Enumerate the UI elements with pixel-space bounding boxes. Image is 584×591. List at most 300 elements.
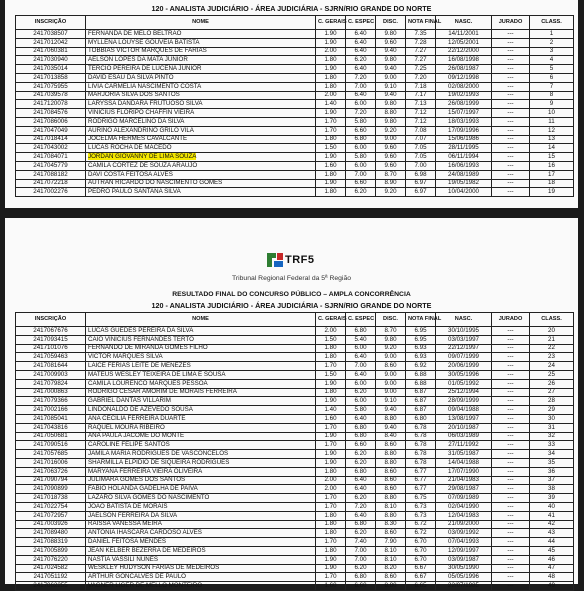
class-cell: 25 bbox=[530, 370, 574, 379]
nome-cell: LIVIA CARMELIA NASCIMENTO COSTA bbox=[86, 82, 316, 91]
table-row bbox=[16, 546, 574, 555]
disc-cell: 8.80 bbox=[376, 511, 406, 520]
nome-cell: LINDONALDO DE AZEVEDO SOUSA bbox=[86, 406, 316, 415]
nota-final-cell: 7.20 bbox=[406, 73, 436, 82]
class-cell: 34 bbox=[530, 450, 574, 459]
c-gerais-cell: 1.80 bbox=[316, 188, 346, 197]
disc-cell: 9.40 bbox=[376, 423, 406, 432]
table-row bbox=[16, 467, 574, 476]
c-espec-cell: 7.00 bbox=[346, 82, 376, 91]
disc-cell: 9.40 bbox=[376, 65, 406, 74]
nome-cell: JAELSON FERREIRA DA SILVA bbox=[86, 511, 316, 520]
inscricao-cell: 2417081644 bbox=[16, 362, 86, 371]
table-row bbox=[16, 564, 574, 573]
table-row bbox=[16, 555, 574, 564]
c-espec-cell: 6.00 bbox=[346, 344, 376, 353]
c-espec-cell: 6.40 bbox=[346, 370, 376, 379]
table-row bbox=[16, 450, 574, 459]
nome-cell: ARTHUR GONCALVES DE PAULO bbox=[86, 573, 316, 582]
class-cell: 46 bbox=[530, 555, 574, 564]
c-espec-cell: 6.40 bbox=[346, 476, 376, 485]
disc-cell: 9.00 bbox=[376, 73, 406, 82]
class-cell: 28 bbox=[530, 397, 574, 406]
table-row bbox=[16, 100, 574, 109]
nome-cell: VAGNER LIGER DE MELLO MONTEIRO bbox=[86, 582, 316, 591]
jurado-cell: --- bbox=[492, 432, 530, 441]
disc-cell: 8.10 bbox=[376, 555, 406, 564]
nome-cell: SHARMILLA ELPIDIO DE SIQUEIRA RODRIGUES bbox=[86, 458, 316, 467]
table-row bbox=[16, 485, 574, 494]
jurado-cell: --- bbox=[492, 476, 530, 485]
disc-cell: 9.80 bbox=[376, 117, 406, 126]
disc-cell: 8.80 bbox=[376, 458, 406, 467]
inscricao-cell: 2417120078 bbox=[16, 100, 86, 109]
results-table bbox=[15, 15, 574, 197]
header-disc: DISC. bbox=[376, 16, 406, 30]
class-cell: 19 bbox=[530, 188, 574, 197]
inscricao-cell: 2417084071 bbox=[16, 153, 86, 162]
nota-final-cell: 7.12 bbox=[406, 109, 436, 118]
nome-cell: FABIO HOLANDA GADELHA DE PAIVA bbox=[86, 485, 316, 494]
c-espec-cell: 7.00 bbox=[346, 362, 376, 371]
nome-cell: MYLLENA LOUYSE GOUVEIA BATISTA bbox=[86, 38, 316, 47]
nota-final-cell: 6.93 bbox=[406, 353, 436, 362]
class-cell: 12 bbox=[530, 126, 574, 135]
inscricao-cell: 2417022754 bbox=[16, 502, 86, 511]
c-gerais-cell: 2.00 bbox=[316, 47, 346, 56]
c-espec-cell: 6.40 bbox=[346, 91, 376, 100]
c-gerais-cell: 1.70 bbox=[316, 494, 346, 503]
nome-cell: DAVI COSTA FEITOSA ALVES bbox=[86, 170, 316, 179]
class-cell: 2 bbox=[530, 38, 574, 47]
c-espec-cell: 6.40 bbox=[346, 511, 376, 520]
disc-cell: 9.10 bbox=[376, 82, 406, 91]
jurado-cell: --- bbox=[492, 82, 530, 91]
nasc-cell: 09/12/1998 bbox=[436, 73, 492, 82]
class-cell: 43 bbox=[530, 529, 574, 538]
c-espec-cell: 6.40 bbox=[346, 414, 376, 423]
nome-cell: JORDAN GIOVANNY DE LIMA SOUZA bbox=[86, 153, 316, 162]
nome-cell: CAMILA LOURENCO MARQUES PESSOA bbox=[86, 379, 316, 388]
jurado-cell: --- bbox=[492, 161, 530, 170]
c-gerais-cell: 1.80 bbox=[316, 344, 346, 353]
nasc-cell: 25/12/1994 bbox=[436, 388, 492, 397]
nasc-cell: 09/04/1988 bbox=[436, 406, 492, 415]
header-class: CLASS. bbox=[530, 313, 574, 327]
nota-final-cell: 7.05 bbox=[406, 153, 436, 162]
c-gerais-cell: 1.80 bbox=[316, 529, 346, 538]
c-espec-cell: 7.00 bbox=[346, 170, 376, 179]
nome-cell: DANIEL FEITOSA MENDES bbox=[86, 538, 316, 547]
c-espec-cell: 6.40 bbox=[346, 353, 376, 362]
c-espec-cell: 7.20 bbox=[346, 502, 376, 511]
c-gerais-cell: 2.00 bbox=[316, 476, 346, 485]
table-row bbox=[16, 344, 574, 353]
jurado-cell: --- bbox=[492, 467, 530, 476]
nome-cell: LUCAS GUEDES PEREIRA DA SILVA bbox=[86, 327, 316, 336]
class-cell: 1 bbox=[530, 30, 574, 39]
disc-cell: 9.80 bbox=[376, 30, 406, 39]
inscricao-cell: 2417088319 bbox=[16, 538, 86, 547]
disc-cell: 8.60 bbox=[376, 362, 406, 371]
disc-cell: 8.30 bbox=[376, 520, 406, 529]
jurado-cell: --- bbox=[492, 388, 530, 397]
jurado-cell: --- bbox=[492, 529, 530, 538]
class-cell: 14 bbox=[530, 144, 574, 153]
jurado-cell: --- bbox=[492, 327, 530, 336]
header-disc: DISC. bbox=[376, 313, 406, 327]
disc-cell: 8.60 bbox=[376, 441, 406, 450]
table-row bbox=[16, 441, 574, 450]
nasc-cell: 29/08/1987 bbox=[436, 485, 492, 494]
disc-cell: 9.00 bbox=[376, 388, 406, 397]
nota-final-cell: 7.00 bbox=[406, 161, 436, 170]
table-row bbox=[16, 65, 574, 74]
nome-cell: FERNANDO DE MIRANDA GOMES FILHO bbox=[86, 344, 316, 353]
c-espec-cell: 6.60 bbox=[346, 582, 376, 591]
jurado-cell: --- bbox=[492, 144, 530, 153]
section-title: 120 - ANALISTA JUDICIÁRIO - ÁREA JUDICIÁRIA - SJRN/RIO GRANDE DO NORTE bbox=[151, 301, 432, 310]
nota-final-cell: 7.17 bbox=[406, 91, 436, 100]
class-cell: 47 bbox=[530, 564, 574, 573]
inscricao-cell: 2417060381 bbox=[16, 47, 86, 56]
nota-final-cell: 6.88 bbox=[406, 370, 436, 379]
class-cell: 39 bbox=[530, 494, 574, 503]
inscricao-cell: 2417016006 bbox=[16, 458, 86, 467]
results-table-body bbox=[16, 327, 574, 591]
header-nome: NOME bbox=[86, 16, 316, 30]
nota-final-cell: 6.98 bbox=[406, 170, 436, 179]
class-cell: 22 bbox=[530, 344, 574, 353]
jurado-cell: --- bbox=[492, 100, 530, 109]
table-row bbox=[16, 144, 574, 153]
c-gerais-cell: 2.00 bbox=[316, 485, 346, 494]
class-cell: 40 bbox=[530, 502, 574, 511]
c-gerais-cell: 1.80 bbox=[316, 82, 346, 91]
header-nota-final: NOTA FINAL bbox=[406, 16, 436, 30]
c-gerais-cell: 1.90 bbox=[316, 109, 346, 118]
class-cell: 30 bbox=[530, 414, 574, 423]
nota-final-cell: 6.78 bbox=[406, 458, 436, 467]
table-row bbox=[16, 432, 574, 441]
c-gerais-cell: 1.70 bbox=[316, 573, 346, 582]
nota-final-cell: 7.08 bbox=[406, 126, 436, 135]
table-row bbox=[16, 529, 574, 538]
jurado-cell: --- bbox=[492, 362, 530, 371]
nasc-cell: 03/09/1992 bbox=[436, 529, 492, 538]
table-header-row bbox=[16, 16, 574, 30]
c-gerais-cell: 2.00 bbox=[316, 91, 346, 100]
c-gerais-cell: 1.70 bbox=[316, 126, 346, 135]
inscricao-cell: 2417009903 bbox=[16, 370, 86, 379]
c-gerais-cell: 1.90 bbox=[316, 564, 346, 573]
class-cell: 3 bbox=[530, 47, 574, 56]
nasc-cell: 09/07/1999 bbox=[436, 353, 492, 362]
jurado-cell: --- bbox=[492, 335, 530, 344]
disc-cell: 8.20 bbox=[376, 564, 406, 573]
jurado-cell: --- bbox=[492, 117, 530, 126]
inscricao-cell: 2417018414 bbox=[16, 135, 86, 144]
disc-cell: 9.40 bbox=[376, 91, 406, 100]
nome-cell: CAROLINE FELIPE SANTOS bbox=[86, 441, 316, 450]
jurado-cell: --- bbox=[492, 126, 530, 135]
c-gerais-cell: 1.80 bbox=[316, 388, 346, 397]
nasc-cell: 07/04/1993 bbox=[436, 538, 492, 547]
inscricao-cell: 2417024582 bbox=[16, 564, 86, 573]
class-cell: 6 bbox=[530, 73, 574, 82]
class-cell: 13 bbox=[530, 135, 574, 144]
jurado-cell: --- bbox=[492, 546, 530, 555]
inscricao-cell: 2417043816 bbox=[16, 423, 86, 432]
nome-cell: VICTOR MARQUES SILVA bbox=[86, 353, 316, 362]
header-class: CLASS. bbox=[530, 16, 574, 30]
jurado-cell: --- bbox=[492, 406, 530, 415]
jurado-cell: --- bbox=[492, 450, 530, 459]
nasc-cell: 12/04/1983 bbox=[436, 511, 492, 520]
table-row bbox=[16, 538, 574, 547]
jurado-cell: --- bbox=[492, 344, 530, 353]
c-gerais-cell: 1.90 bbox=[316, 179, 346, 188]
jurado-cell: --- bbox=[492, 379, 530, 388]
c-gerais-cell: 1.80 bbox=[316, 546, 346, 555]
inscricao-cell: 2417072218 bbox=[16, 179, 86, 188]
disc-cell: 9.00 bbox=[376, 370, 406, 379]
inscricao-cell: 2417089480 bbox=[16, 529, 86, 538]
c-gerais-cell: 1.90 bbox=[316, 65, 346, 74]
jurado-cell: --- bbox=[492, 38, 530, 47]
c-gerais-cell: 1.60 bbox=[316, 161, 346, 170]
disc-cell: 8.90 bbox=[376, 179, 406, 188]
nota-final-cell: 7.35 bbox=[406, 30, 436, 39]
nasc-cell: 05/05/1996 bbox=[436, 573, 492, 582]
header-jurado: JURADO bbox=[492, 313, 530, 327]
nome-cell: LUCAS ROCHA DE MACEDO bbox=[86, 144, 316, 153]
inscricao-cell: 2417072957 bbox=[16, 511, 86, 520]
c-espec-cell: 7.20 bbox=[346, 109, 376, 118]
c-espec-cell: 7.00 bbox=[346, 546, 376, 555]
table-row bbox=[16, 47, 574, 56]
nasc-cell: 26/08/1987 bbox=[436, 65, 492, 74]
nome-cell: RAQUEL MOURA RIBEIRO bbox=[86, 423, 316, 432]
disc-cell: 8.80 bbox=[376, 582, 406, 591]
jurado-cell: --- bbox=[492, 353, 530, 362]
c-espec-cell: 6.20 bbox=[346, 56, 376, 65]
nota-final-cell: 6.78 bbox=[406, 423, 436, 432]
jurado-cell: --- bbox=[492, 564, 530, 573]
jurado-cell: --- bbox=[492, 188, 530, 197]
table-row bbox=[16, 327, 574, 336]
disc-cell: 9.40 bbox=[376, 406, 406, 415]
header-nasc: NASC. bbox=[436, 313, 492, 327]
nasc-cell: 12/09/1997 bbox=[436, 546, 492, 555]
nota-final-cell: 6.77 bbox=[406, 467, 436, 476]
jurado-cell: --- bbox=[492, 494, 530, 503]
c-espec-cell: 6.20 bbox=[346, 529, 376, 538]
c-gerais-cell: 1.80 bbox=[316, 511, 346, 520]
jurado-cell: --- bbox=[492, 555, 530, 564]
jurado-cell: --- bbox=[492, 170, 530, 179]
c-espec-cell: 6.60 bbox=[346, 441, 376, 450]
nota-final-cell: 7.18 bbox=[406, 82, 436, 91]
c-espec-cell: 6.00 bbox=[346, 100, 376, 109]
class-cell: 7 bbox=[530, 82, 574, 91]
c-espec-cell: 7.00 bbox=[346, 555, 376, 564]
inscricao-cell: 2417035014 bbox=[16, 65, 86, 74]
class-cell: 4 bbox=[530, 56, 574, 65]
c-espec-cell: 6.80 bbox=[346, 432, 376, 441]
nome-cell: LAZARO SILVA GOMES DO NASCIMENTO bbox=[86, 494, 316, 503]
inscricao-cell: 2417067676 bbox=[16, 327, 86, 336]
nasc-cell: 15/07/1997 bbox=[436, 109, 492, 118]
nota-final-cell: 6.87 bbox=[406, 397, 436, 406]
nasc-cell: 28/09/1999 bbox=[436, 397, 492, 406]
disc-cell: 8.80 bbox=[376, 494, 406, 503]
nome-cell: RODRIGO MARCELINO DA SILVA bbox=[86, 117, 316, 126]
table-row bbox=[16, 170, 574, 179]
nasc-cell: 02/08/2000 bbox=[436, 82, 492, 91]
results-table bbox=[15, 312, 574, 591]
nota-final-cell: 7.13 bbox=[406, 100, 436, 109]
nota-final-cell: 6.97 bbox=[406, 179, 436, 188]
c-gerais-cell: 2.00 bbox=[316, 327, 346, 336]
c-gerais-cell: 1.60 bbox=[316, 414, 346, 423]
disc-cell: 7.90 bbox=[376, 538, 406, 547]
result-title: RESULTADO FINAL DO CONCURSO PÚBLICO – AMPLA CONCORRÊNCIA bbox=[172, 291, 411, 298]
nasc-cell: 10/04/2000 bbox=[436, 188, 492, 197]
nota-final-cell: 6.87 bbox=[406, 406, 436, 415]
inscricao-cell: 2417062255 bbox=[16, 582, 86, 591]
jurado-cell: --- bbox=[492, 538, 530, 547]
inscricao-cell: 2417038507 bbox=[16, 30, 86, 39]
class-cell: 37 bbox=[530, 476, 574, 485]
nasc-cell: 30/10/1995 bbox=[436, 327, 492, 336]
nota-final-cell: 7.27 bbox=[406, 47, 436, 56]
nasc-cell: 31/05/1987 bbox=[436, 450, 492, 459]
disc-cell: 8.80 bbox=[376, 109, 406, 118]
table-row bbox=[16, 73, 574, 82]
nota-final-cell: 6.67 bbox=[406, 564, 436, 573]
jurado-cell: --- bbox=[492, 458, 530, 467]
c-gerais-cell: 1.90 bbox=[316, 38, 346, 47]
c-gerais-cell: 1.70 bbox=[316, 362, 346, 371]
c-espec-cell: 6.40 bbox=[346, 30, 376, 39]
inscricao-cell: 2417003926 bbox=[16, 520, 86, 529]
disc-cell: 8.60 bbox=[376, 467, 406, 476]
nome-cell: JOCELMA HERMES CAVALCANTE bbox=[86, 135, 316, 144]
c-gerais-cell: 1.90 bbox=[316, 432, 346, 441]
results-table-body bbox=[16, 30, 574, 197]
table-row bbox=[16, 379, 574, 388]
inscricao-cell: 2417043002 bbox=[16, 144, 86, 153]
nasc-cell: 19/05/1982 bbox=[436, 179, 492, 188]
nasc-cell: 17/09/1996 bbox=[436, 126, 492, 135]
nota-final-cell: 6.80 bbox=[406, 414, 436, 423]
nome-cell: CAMILA CORTEZ DE SOUZA ARAUJO bbox=[86, 161, 316, 170]
c-espec-cell: 5.80 bbox=[346, 153, 376, 162]
nasc-cell: 20/10/1987 bbox=[436, 423, 492, 432]
c-espec-cell: 6.80 bbox=[346, 135, 376, 144]
inscricao-cell: 2417090516 bbox=[16, 441, 86, 450]
header-c-gerais: C. GERAIS bbox=[316, 16, 346, 30]
nome-cell: JEAN KELBER BEZERRA DE MEDEIROS bbox=[86, 546, 316, 555]
jurado-cell: --- bbox=[492, 573, 530, 582]
nota-final-cell: 7.05 bbox=[406, 144, 436, 153]
table-row bbox=[16, 511, 574, 520]
nasc-cell: 27/11/1992 bbox=[436, 441, 492, 450]
class-cell: 33 bbox=[530, 441, 574, 450]
c-espec-cell: 5.40 bbox=[346, 335, 376, 344]
nota-final-cell: 7.07 bbox=[406, 135, 436, 144]
inscricao-cell: 2417030940 bbox=[16, 56, 86, 65]
nota-final-cell: 6.78 bbox=[406, 450, 436, 459]
nasc-cell: 12/05/2001 bbox=[436, 38, 492, 47]
c-gerais-cell: 1.70 bbox=[316, 502, 346, 511]
class-cell: 23 bbox=[530, 353, 574, 362]
disc-cell: 9.60 bbox=[376, 144, 406, 153]
nome-cell: PEDRO PAULO SANTANA SILVA bbox=[86, 188, 316, 197]
nasc-cell: 06/03/1989 bbox=[436, 432, 492, 441]
nome-cell: TERCIO PEREIRA DE LUCENA JUNIOR bbox=[86, 65, 316, 74]
inscricao-cell: 2417002166 bbox=[16, 406, 86, 415]
nasc-cell: 16/08/1998 bbox=[436, 56, 492, 65]
c-gerais-cell: 1.70 bbox=[316, 423, 346, 432]
nome-cell: CAIO VINICIUS FERNANDES TERTO bbox=[86, 335, 316, 344]
result-page-1 bbox=[5, 0, 578, 208]
nasc-cell: 03/09/1987 bbox=[436, 555, 492, 564]
disc-cell: 9.80 bbox=[376, 335, 406, 344]
disc-cell: 8.80 bbox=[376, 414, 406, 423]
disc-cell: 8.10 bbox=[376, 546, 406, 555]
nome-cell: ANA PAULA JACOME DO MONTE bbox=[86, 432, 316, 441]
nome-cell: AUTRAN RICARDO DO NASCIMENTO GOMES bbox=[86, 179, 316, 188]
table-row bbox=[16, 179, 574, 188]
section-title: 120 - ANALISTA JUDICIÁRIO - ÁREA JUDICIÁRIA - SJRN/RIO GRANDE DO NORTE bbox=[151, 4, 432, 13]
disc-cell: 9.80 bbox=[376, 56, 406, 65]
nome-cell: MARYANA FERREIRA VIEIRA OLIVEIRA bbox=[86, 467, 316, 476]
nota-final-cell: 6.92 bbox=[406, 362, 436, 371]
disc-cell: 9.20 bbox=[376, 188, 406, 197]
c-gerais-cell: 1.80 bbox=[316, 135, 346, 144]
disc-cell: 9.20 bbox=[376, 344, 406, 353]
nome-cell: RODRIGO CESAR AMORIM DE MORAIS FERREIRA bbox=[86, 388, 316, 397]
jurado-cell: --- bbox=[492, 47, 530, 56]
table-row bbox=[16, 91, 574, 100]
jurado-cell: --- bbox=[492, 441, 530, 450]
jurado-cell: --- bbox=[492, 135, 530, 144]
nasc-cell: 18/03/1993 bbox=[436, 117, 492, 126]
disc-cell: 9.20 bbox=[376, 126, 406, 135]
class-cell: 9 bbox=[530, 100, 574, 109]
nota-final-cell: 6.70 bbox=[406, 538, 436, 547]
c-gerais-cell: 1.90 bbox=[316, 379, 346, 388]
inscricao-cell: 2417000863 bbox=[16, 388, 86, 397]
inscricao-cell: 2417079824 bbox=[16, 379, 86, 388]
inscricao-cell: 2417084576 bbox=[16, 109, 86, 118]
inscricao-cell: 2417012042 bbox=[16, 38, 86, 47]
inscricao-cell: 2417045779 bbox=[16, 161, 86, 170]
nome-cell: ANTONIA IHASCARA CARDOSO ALVES bbox=[86, 529, 316, 538]
disc-cell: 9.00 bbox=[376, 353, 406, 362]
jurado-cell: --- bbox=[492, 179, 530, 188]
nota-final-cell: 7.12 bbox=[406, 117, 436, 126]
disc-cell: 8.70 bbox=[376, 170, 406, 179]
disc-cell: 9.10 bbox=[376, 397, 406, 406]
inscricao-cell: 2417076220 bbox=[16, 555, 86, 564]
nota-final-cell: 6.88 bbox=[406, 379, 436, 388]
nome-cell: LAICE FERIAS LEITE DE MENEZES bbox=[86, 362, 316, 371]
nome-cell: MATEUS WESLEY TEIXEIRA DE LIMA E SOUSA bbox=[86, 370, 316, 379]
c-gerais-cell: 1.80 bbox=[316, 170, 346, 179]
